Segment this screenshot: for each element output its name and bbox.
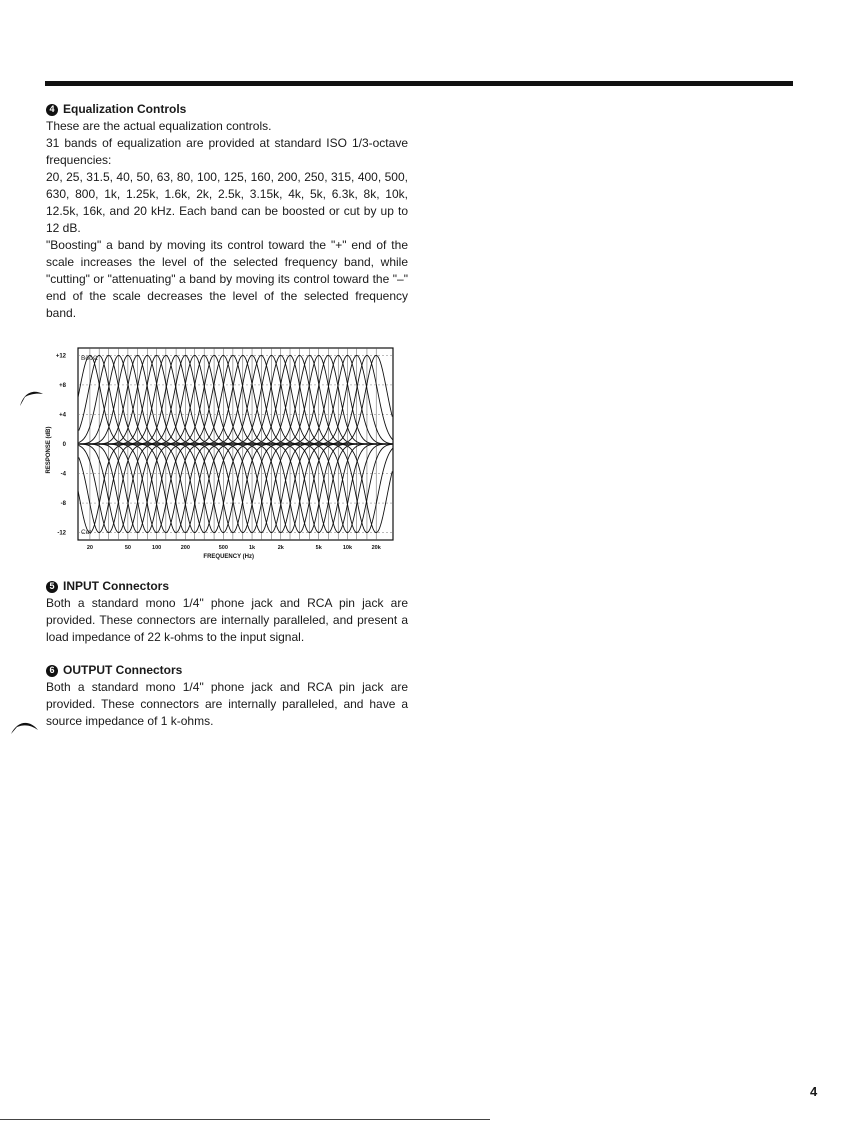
top-rule bbox=[45, 81, 793, 86]
section-heading bbox=[46, 578, 408, 595]
page-number: 4 bbox=[810, 1084, 818, 1099]
section-number-badge: 4 bbox=[46, 104, 58, 116]
y-tick-label: 0 bbox=[62, 442, 66, 448]
paragraph: "Boosting" a band by moving its control toward the "+" end of the scale increases the level of the selected frequency band, while "cutting" or "attenuating" a band by moving its control toward the "–" end of the scale decreases the level of the selected frequency band. bbox=[46, 238, 408, 320]
paragraph: 20, 25, 31.5, 40, 50, 63, 80, 100, 125, 160, 200, 250, 315, 400, 500, 630, 800, 1k, 1.25k, 1.6k, 2k, 2.5k, 3.15k, 4k, 5k, 6.3k, 8k, 10k, 12.5k, 16k, and 20 kHz. Each band can be boosted or cut by up to 12 dB. bbox=[46, 170, 408, 235]
section-equalization-controls bbox=[46, 101, 408, 322]
y-tick-label: -12 bbox=[57, 530, 66, 537]
revision-arrow-icon bbox=[16, 388, 46, 414]
x-axis-label: FREQUENCY (Hz) bbox=[203, 554, 254, 560]
section-title: OUTPUT Connectors bbox=[63, 663, 183, 677]
x-tick-label: 20 bbox=[86, 545, 93, 551]
x-tick-label: 100 bbox=[152, 545, 162, 551]
revision-arrow-icon bbox=[8, 716, 40, 738]
section-number-badge: 6 bbox=[46, 665, 58, 677]
section-title: INPUT Connectors bbox=[63, 579, 170, 593]
section-title: Equalization Controls bbox=[63, 102, 187, 116]
bottom-rule bbox=[0, 1119, 490, 1120]
y-tick-label: -4 bbox=[60, 471, 66, 478]
y-tick-label: -8 bbox=[60, 501, 66, 508]
boost-annotation: Boost bbox=[81, 355, 98, 362]
paragraph: 31 bands of equalization are provided at standard ISO 1/3-octave frequencies: bbox=[46, 136, 408, 167]
paragraph: Both a standard mono 1/4" phone jack and RCA pin jack are provided. These connectors are internally paralleled, and have a source impedance of 1 k-ohms. bbox=[46, 680, 408, 728]
x-tick-label: 50 bbox=[124, 545, 131, 551]
x-tick-label: 2k bbox=[277, 545, 284, 551]
cut-annotation: Cut bbox=[81, 529, 92, 536]
section-heading bbox=[46, 101, 408, 118]
cut-curve bbox=[79, 444, 162, 533]
boost-curve bbox=[79, 355, 162, 444]
section-heading bbox=[46, 662, 408, 679]
section-output-connectors bbox=[46, 662, 408, 730]
x-tick-label: 200 bbox=[180, 545, 190, 551]
x-tick-label: 10k bbox=[342, 545, 353, 551]
eq-response-chart bbox=[38, 344, 400, 566]
y-tick-label: +4 bbox=[59, 412, 66, 419]
paragraph: These are the actual equalization controls. bbox=[46, 119, 272, 133]
x-tick-label: 20k bbox=[371, 545, 381, 551]
x-tick-label: 5k bbox=[315, 545, 322, 551]
y-tick-label: +8 bbox=[59, 382, 66, 389]
eq-response-svg bbox=[38, 344, 400, 566]
x-tick-label: 1k bbox=[248, 545, 256, 551]
x-tick-label: 500 bbox=[218, 545, 228, 551]
y-axis-label: RESPONSE (dB) bbox=[46, 426, 52, 474]
paragraph: Both a standard mono 1/4" phone jack and RCA pin jack are provided. These connectors are internally paralleled, and present a load impedance of 22 k-ohms to the input signal. bbox=[46, 596, 408, 644]
y-tick-label: +12 bbox=[55, 353, 66, 360]
section-input-connectors bbox=[46, 578, 408, 646]
section-number-badge: 5 bbox=[46, 581, 58, 593]
